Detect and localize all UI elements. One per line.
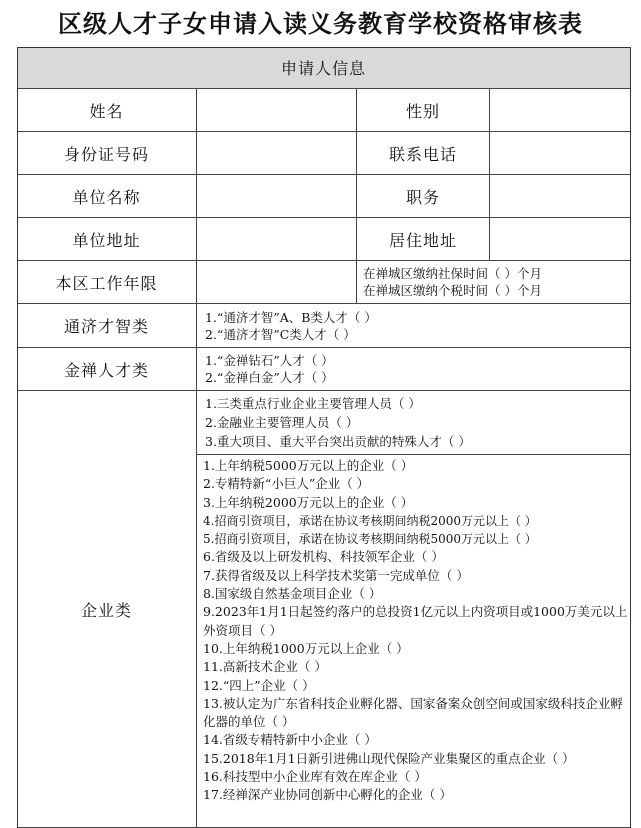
social-security-months[interactable]: 在禅城区缴纳社保时间（ ）个月 xyxy=(363,266,542,281)
enterprise-g2-item[interactable]: 15.2018年1月1日新引进佛山现代保险产业集聚区的重点企业（ ） xyxy=(203,750,575,766)
work-years-label: 本区工作年限 xyxy=(17,261,197,304)
work-years-options xyxy=(357,261,631,304)
phone-label: 联系电话 xyxy=(357,132,490,175)
employer-address-label: 单位地址 xyxy=(17,218,197,261)
employer-address-field[interactable] xyxy=(197,218,357,261)
tongji-category-label: 通济才智类 xyxy=(17,304,197,348)
enterprise-group2 xyxy=(197,455,631,828)
review-form-table xyxy=(17,47,631,828)
employer-field[interactable] xyxy=(197,175,357,218)
enterprise-g2-item[interactable]: 5.招商引资项目，承诺在协议考核期间纳税5000万元以上（ ） xyxy=(203,532,537,547)
work-years-blank xyxy=(197,261,357,304)
tongji-option-c[interactable]: 2.“通济才智”C类人才（ ） xyxy=(205,326,356,342)
jinchan-option-diamond[interactable]: 1.“金禅钻石”人才（ ） xyxy=(205,353,334,368)
tongji-option-ab[interactable]: 1.“通济才智”A、B类人才（ ） xyxy=(205,309,377,325)
residence-address-label: 居住地址 xyxy=(357,218,490,261)
income-tax-months[interactable]: 在禅城区缴纳个税时间（ ）个月 xyxy=(363,283,542,298)
enterprise-group1 xyxy=(197,391,631,455)
enterprise-g2-item[interactable]: 8.国家级自然基金项目企业（ ） xyxy=(203,586,382,602)
enterprise-g2-item[interactable]: 6.省级及以上研发机构、科技领军企业（ ） xyxy=(203,549,444,565)
enterprise-g2-item[interactable]: 17.经禅深产业协同创新中心孵化的企业（ ） xyxy=(203,787,452,803)
name-label: 姓名 xyxy=(17,89,197,132)
gender-field[interactable] xyxy=(490,89,631,132)
residence-address-field[interactable] xyxy=(490,218,631,261)
position-label: 职务 xyxy=(357,175,490,218)
enterprise-category-label: 企业类 xyxy=(17,391,197,828)
enterprise-g2-item[interactable]: 1.上年纳税5000万元以上的企业（ ） xyxy=(203,458,414,473)
enterprise-g2-item[interactable]: 16.科技型中小企业库有效在库企业（ ） xyxy=(203,769,427,785)
enterprise-g2-item[interactable]: 14.省级专精特新中小企业（ ） xyxy=(203,732,377,748)
jinchan-option-platinum[interactable]: 2.“金禅白金”人才（ ） xyxy=(205,370,334,385)
enterprise-g2-item[interactable]: 7.获得省级及以上科学技术奖第一完成单位（ ） xyxy=(203,567,469,583)
enterprise-g2-item[interactable]: 2.专精特新“小巨人”企业（ ） xyxy=(203,476,370,492)
name-field[interactable] xyxy=(197,89,357,132)
enterprise-g2-item[interactable]: 12.“四上”企业（ ） xyxy=(203,677,315,693)
id-number-field[interactable] xyxy=(197,132,357,175)
enterprise-g2-item[interactable]: 4.招商引资项目，承诺在协议考核期间纳税2000万元以上（ ） xyxy=(203,513,537,528)
enterprise-g2-item[interactable]: 13.被认定为广东省科技企业孵化器、国家备案众创空间或国家级科技企业孵化器的单位（ ） xyxy=(203,695,623,730)
phone-field[interactable] xyxy=(490,132,631,175)
enterprise-g1-item[interactable]: 1.三类重点行业企业主要管理人员（ ） xyxy=(205,396,421,411)
section-header: 申请人信息 xyxy=(17,47,631,89)
jinchan-options xyxy=(197,348,631,391)
tongji-options xyxy=(197,304,631,348)
enterprise-g2-item[interactable]: 10.上年纳税1000万元以上企业（ ） xyxy=(203,640,409,656)
gender-label: 性别 xyxy=(357,89,490,132)
enterprise-g1-item[interactable]: 3.重大项目、重大平台突出贡献的特殊人才（ ） xyxy=(205,434,471,449)
form-title: 区级人才子女申请入读义务教育学校资格审核表 xyxy=(58,10,583,38)
jinchan-category-label: 金禅人才类 xyxy=(17,348,197,391)
id-number-label: 身份证号码 xyxy=(17,132,197,175)
enterprise-g2-item[interactable]: 9.2023年1月1日起签约落户的总投资1亿元以上内资项目或1000万美元以上外资项目（ ） xyxy=(203,604,628,638)
enterprise-g1-item[interactable]: 2.金融业主要管理人员（ ） xyxy=(205,415,359,430)
employer-label: 单位名称 xyxy=(17,175,197,218)
enterprise-g2-item[interactable]: 11.高新技术企业（ ） xyxy=(203,659,327,675)
position-field[interactable] xyxy=(490,175,631,218)
enterprise-g2-item[interactable]: 3.上年纳税2000万元以上的企业（ ） xyxy=(203,494,414,510)
